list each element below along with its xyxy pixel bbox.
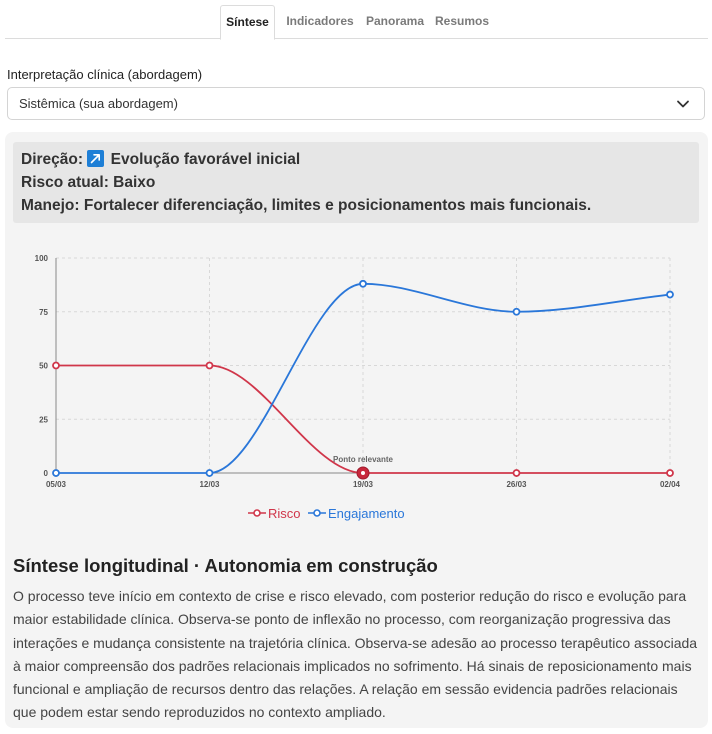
direction-line [21, 148, 691, 171]
summary-title: Síntese longitudinal · Autonomia em construção [13, 555, 438, 576]
chevron-down-icon [676, 97, 690, 111]
data-point-risco[interactable] [207, 363, 213, 369]
relevant-point-center [361, 471, 365, 475]
status-box [13, 142, 699, 223]
management-label: Manejo: [21, 197, 80, 214]
direction-label: Direção: [21, 151, 84, 168]
legend-risco-label: Risco [268, 506, 301, 521]
data-point-engajamento[interactable] [53, 470, 59, 476]
data-point-risco[interactable] [667, 470, 673, 476]
legend-engajamento-swatch [308, 507, 326, 519]
legend-risco-swatch [248, 507, 266, 519]
interpretation-label: Interpretação clínica (abordagem) [7, 67, 203, 82]
data-point-risco[interactable] [514, 470, 520, 476]
legend-engajamento-label: Engajamento [328, 506, 405, 521]
y-tick-label: 100 [34, 254, 48, 263]
data-point-engajamento[interactable] [514, 309, 520, 315]
y-tick-label: 25 [39, 415, 48, 425]
legend-item-risco[interactable] [248, 505, 301, 523]
interpretation-selected-value: Sistêmica (sua abordagem) [19, 96, 178, 111]
tab-panorama[interactable]: Panorama [365, 14, 425, 28]
tab-resumos[interactable]: Resumos [434, 14, 490, 28]
legend-item-engajamento[interactable] [308, 505, 405, 523]
x-tick-label: 02/04 [659, 480, 681, 489]
y-tick-label: 75 [39, 307, 48, 317]
annotation-label: Ponto relevante [332, 455, 394, 464]
data-point-engajamento[interactable] [207, 470, 213, 476]
x-tick-label: 19/03 [352, 480, 374, 489]
y-tick-label: 50 [39, 361, 48, 371]
management-line [21, 194, 691, 217]
tab-sintese[interactable]: Síntese [220, 5, 275, 40]
tab-bar [5, 5, 708, 39]
x-tick-label: 12/03 [199, 480, 220, 489]
x-tick-label: 26/03 [506, 480, 527, 489]
direction-value: Evolução favorável inicial [110, 151, 301, 168]
tab-indicadores[interactable]: Indicadores [286, 14, 354, 28]
chart-legend [0, 505, 712, 523]
risk-line [21, 171, 691, 194]
data-point-engajamento[interactable] [667, 292, 673, 298]
data-point-risco[interactable] [53, 363, 59, 369]
interpretation-select[interactable] [7, 87, 705, 120]
management-value: Fortalecer diferenciação, limites e posicionamentos mais funcionais. [83, 197, 592, 214]
evolution-chart [25, 250, 685, 490]
y-tick-label: 0 [43, 469, 48, 478]
summary-text: O processo teve início em contexto de crise e risco elevado, com posterior redução do risco e evolução para maior estabilidade clínica. Observa-se ponto de inflexão no processo, com reorganização progressiva das interações e mudança consistente na trajetória clínica. Observa-se adesão ao processo terapêutico associada à maior compreensão dos padrões relacionais implicados no sofrimento. Há sinais de reposicionamento mais funcional e ampliação de recursos dentro das relações. A relação em sessão evidencia padrões relacionais que podem estar sendo reproduzidos no contexto ampliado. [13, 588, 698, 721]
x-tick-label: 05/03 [45, 480, 67, 489]
arrow-up-right-icon [87, 150, 104, 167]
risk-label: Risco atual: [21, 174, 109, 191]
data-point-engajamento[interactable] [360, 281, 366, 287]
risk-value: Baixo [113, 174, 156, 191]
